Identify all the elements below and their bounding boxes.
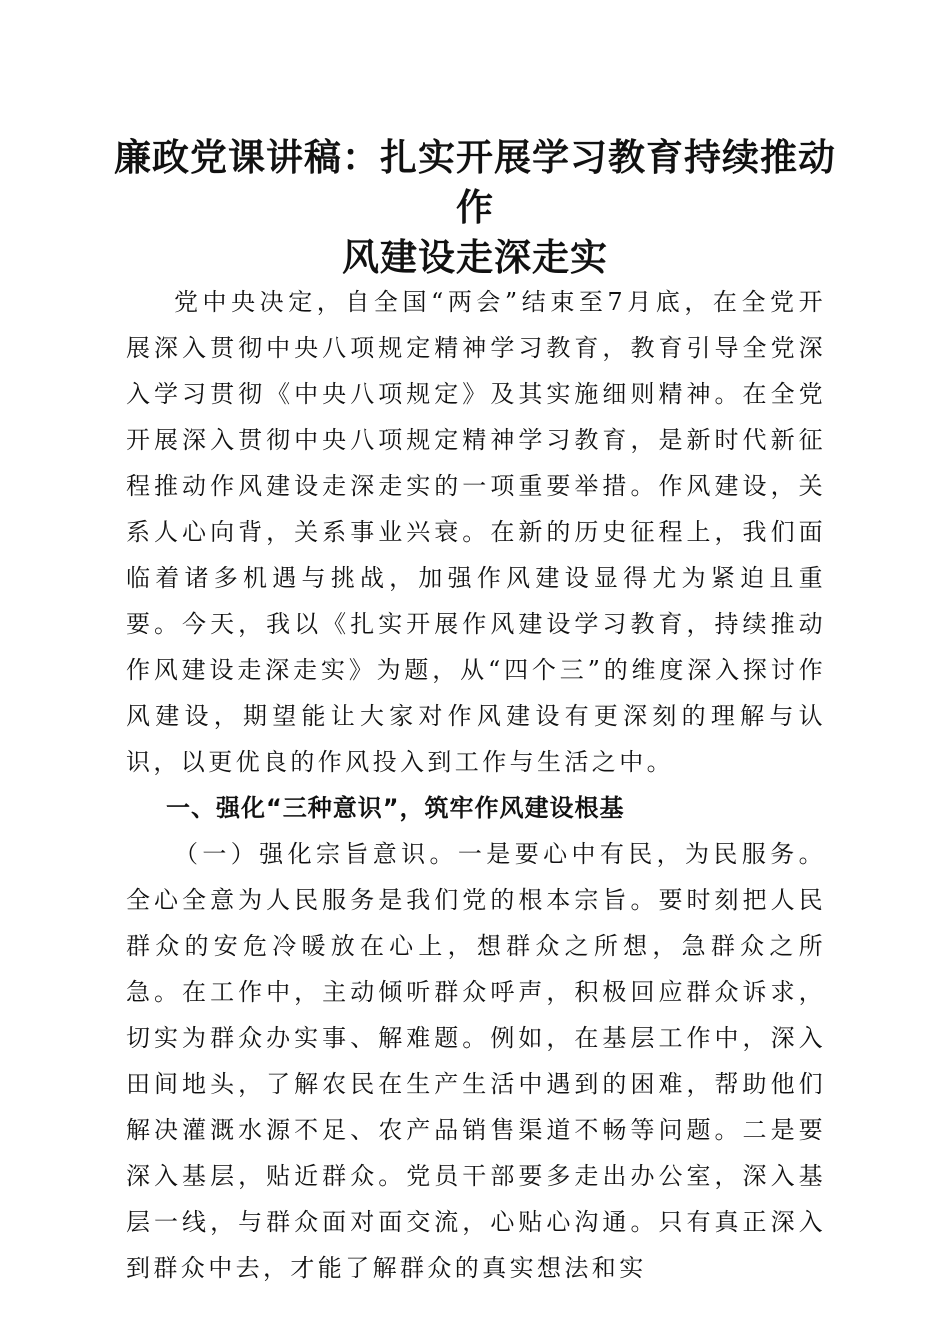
title-line-1: 廉政党课讲稿：扎实开展学习教育持续推动作 <box>114 135 836 229</box>
section-heading-1: 一、强化“三种意识”，筑牢作风建设根基 <box>166 794 625 822</box>
document-title <box>100 132 850 282</box>
section-1-paragraph: （一）强化宗旨意识。一是要心中有民，为民服务。全心全意为人民服务是我们党的根本宗旨。要时刻把人民群众的安危冷暖放在心上，想群众之所想，急群众之所急。在工作中，主动倾听群众呼声，积极回应群众诉求，切实为群众办实事、解难题。例如，在基层工作中，深入田间地头，了解农民在生产生活中遇到的困难，帮助他们解决灌溉水源不足、农产品销售渠道不畅等问题。二是要深入基层，贴近群众。党员干部要多走出办公室，深入基层一线，与群众面对面交流，心贴心沟通。只有真正深入到群众中去，才能了解群众的真实想法和实 <box>126 840 826 1282</box>
intro-paragraph: 党中央决定，自全国“两会”结束至7月底，在全党开展深入贯彻中央八项规定精神学习教育，教育引导全党深入学习贯彻《中央八项规定》及其实施细则精神。在全党开展深入贯彻中央八项规定精神学习教育，是新时代新征程推动作风建设走深走实的一项重要举措。作风建设，关系人心向背，关系事业兴衰。在新的历史征程上，我们面临着诸多机遇与挑战，加强作风建设显得尤为紧迫且重要。今天，我以《扎实开展作风建设学习教育，持续推动作风建设走深走实》为题，从“四个三”的维度深入探讨作风建设，期望能让大家对作风建设有更深刻的理解与认识，以更优良的作风投入到工作与生活之中。 <box>126 288 826 776</box>
title-line-2: 风建设走深走实 <box>342 235 608 279</box>
document-body <box>126 279 826 1291</box>
